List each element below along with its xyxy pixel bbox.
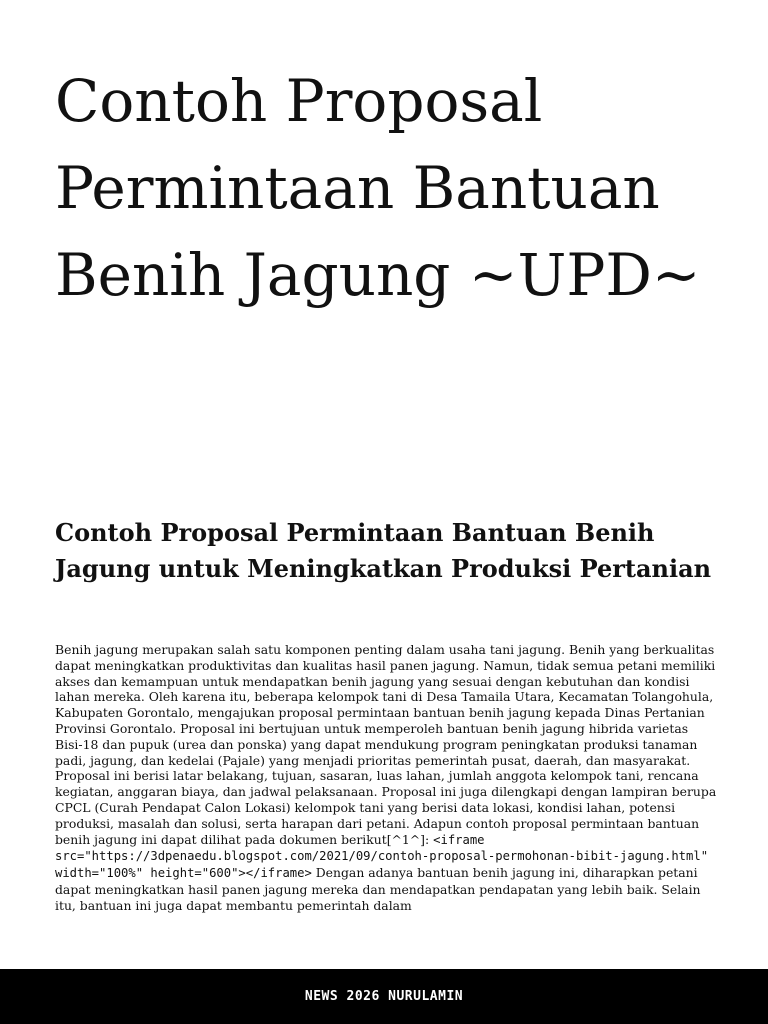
body-paragraph-continued: Dengan adanya bantuan benih jagung ini, diharapkan petani dapat meningkatkan hasil panen jagung mereka dan mendapatkan pendapatan yang lebih baik. Selain itu, bantuan ini juga dapat membantu pemerintah dalam xyxy=(55,865,701,913)
article-subtitle: Contoh Proposal Permintaan Bantuan Benih Jagung untuk Meningkatkan Produksi Pertanian xyxy=(55,518,712,583)
body-paragraph: Benih jagung merupakan salah satu komponen penting dalam usaha tani jagung. Benih yang berkualitas dapat meningkatkan produktivitas dan kualitas hasil panen jagung. Namun, tidak semua petani memiliki akses dan kemampuan untuk mendapatkan benih jagung yang sesuai dengan kebutuhan dan kondisi lahan mereka. Oleh karena itu, beberapa kelompok tani di Desa Tamaila Utara, Kecamatan Tolangohula, Kabupaten Gorontalo, mengajukan proposal permintaan bantuan benih jagung kepada Dinas Pertanian Provinsi Gorontalo. Proposal ini bertujuan untuk memperoleh bantuan benih jagung hibrida varietas Bisi-18 dan pupuk (urea dan ponska) yang dapat mendukung program peningkatan produksi tanaman padi, jagung, dan kedelai (Pajale) yang menjadi prioritas pemerintah pusat, daerah, dan masyarakat. Proposal ini berisi latar belakang, tujuan, sasaran, luas lahan, jumlah anggota kelompok tani, rencana kegiatan, anggaran biaya, dan jadwal pelaksanaan. Proposal ini juga dilengkapi dengan lampiran berupa CPCL (Curah Pendapat Calon Lokasi) kelompok tani yang berisi data lokasi, kondisi lahan, potensi produksi, masalah dan solusi, serta harapan dari petani. Adapun contoh proposal permintaan bantuan benih jagung ini dapat dilihat pada dokumen berikut[^1^]: xyxy=(55,642,717,847)
page-title: Contoh Proposal Permintaan Bantuan Benih Jagung ~UPD~ xyxy=(55,67,701,309)
article-body xyxy=(55,642,717,914)
footer-text: NEWS 2026 NURULAMIN xyxy=(304,989,464,1004)
embed-code-snippet: <iframe src="https://3dpenaedu.blogspot.com/2021/09/contoh-proposal-permohonan-bibit-jagung.html" width="100%" height="600"></iframe> xyxy=(55,832,709,881)
footer-bar xyxy=(0,969,768,1024)
